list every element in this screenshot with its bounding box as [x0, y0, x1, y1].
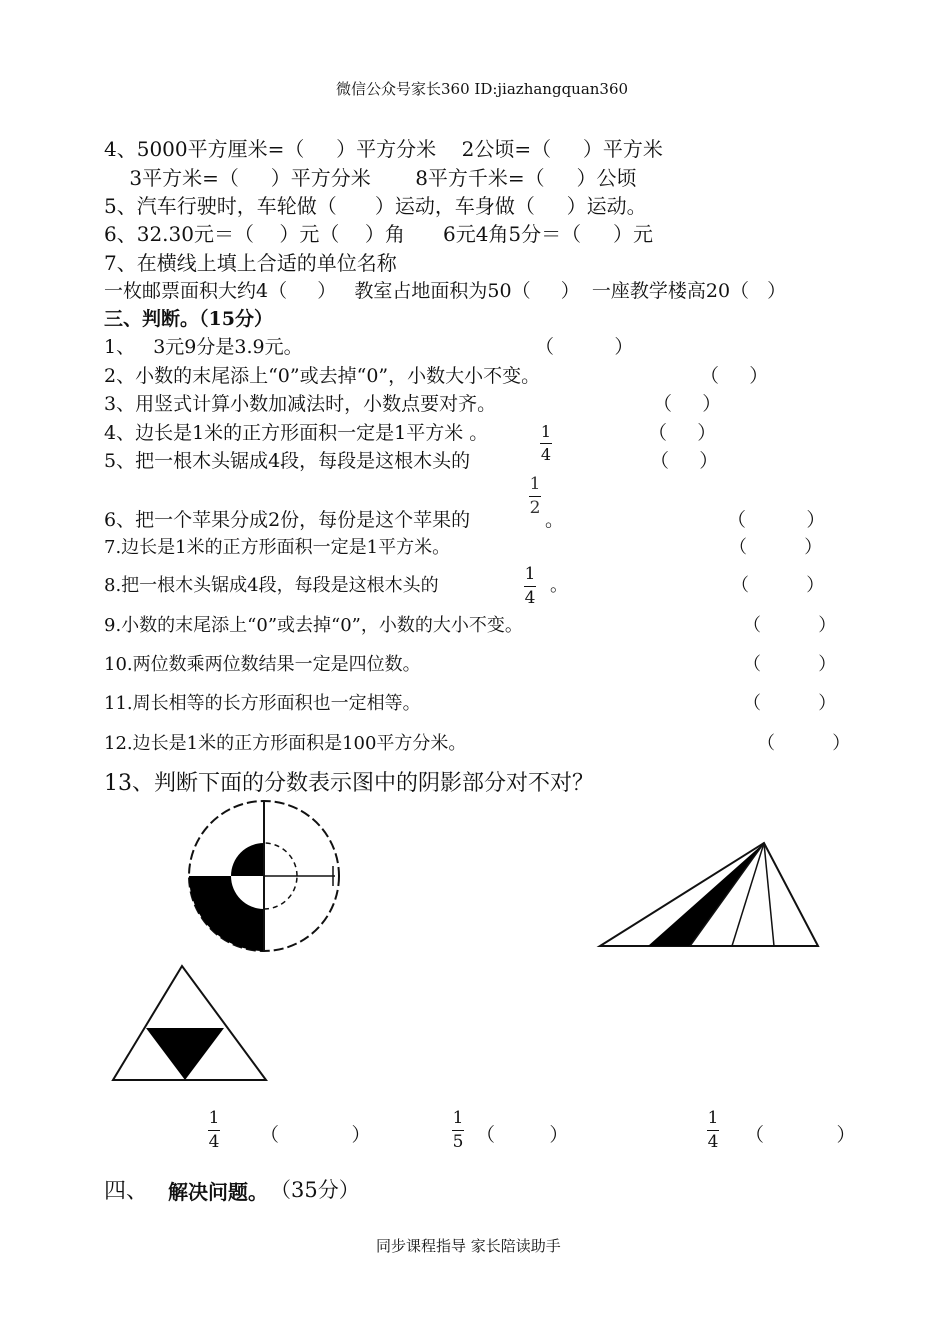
judge-item-11: 11.周长相等的长方形面积也一定相等。 [104, 693, 421, 714]
figure-circle [183, 800, 343, 950]
judge-item-4: 4、边长是1米的正方形面积一定是1平方米 。 [104, 422, 489, 444]
judge-paren-7: （ ） [729, 537, 823, 558]
question-5: 5、汽车行驶时，车轮做（ ）运动，车身做（ ）运动。 [104, 194, 647, 218]
fraction-q4: 1 4 [540, 422, 552, 464]
section-3-title: 三、判断。（15分） [104, 308, 273, 330]
judge-paren-6: （ ） [727, 509, 826, 531]
question-4-line-1: 4、5000平方厘米=（ ）平方分米 2公顷=（ ）平方米 [104, 137, 663, 161]
question-4-line-2: 3平方米=（ ）平方分米 8平方千米=（ ）公顷 [104, 166, 637, 190]
judge-paren-5: （ ） [650, 450, 719, 472]
page-footer: 同步课程指导 家长陪读助手 [376, 1237, 561, 1255]
judge-item-5: 5、把一根木头锯成4段，每段是这根木头的 [104, 450, 471, 472]
judge-item-12: 12.边长是1米的正方形面积是100平方分米。 [104, 733, 467, 754]
question-7: 7、在横线上填上合适的单位名称 [104, 251, 397, 275]
figure-fan-triangle [598, 840, 820, 950]
fraction-figure-1: 1 4 [208, 1108, 220, 1152]
judge-period-8: 。 [550, 575, 568, 596]
figure-inner-triangle [110, 964, 270, 1082]
fraction-figure-2: 1 5 [452, 1108, 464, 1152]
judge-paren-10: （ ） [743, 654, 837, 675]
figure-3-paren: （ ） [745, 1124, 856, 1146]
page-header: 微信公众号家长360 ID:jiazhangquan360 [336, 80, 629, 98]
figure-1-paren: （ ） [260, 1124, 371, 1146]
judge-item-10: 10.两位数乘两位数结果一定是四位数。 [104, 654, 421, 675]
figure-2-paren: （ ） [476, 1124, 569, 1146]
judge-paren-9: （ ） [743, 615, 837, 636]
judge-item-8: 8.把一根木头锯成4段，每段是这根木头的 [104, 575, 439, 596]
fraction-q8: 1 4 [524, 564, 536, 608]
section-4-number: 四、 [104, 1179, 149, 1204]
judge-paren-2: （ ） [700, 365, 769, 387]
judge-paren-4: （ ） [648, 422, 717, 444]
question-6: 6、32.30元＝（ ）元（ ）角 6元4角5分＝（ ）元 [104, 222, 653, 246]
judge-item-3: 3、用竖式计算小数加减法时，小数点要对齐。 [104, 393, 497, 415]
question-7-items: 一枚邮票面积大约4（ ） 教室占地面积为50（ ） 一座教学楼高20（ ） [104, 280, 787, 302]
judge-item-7: 7.边长是1米的正方形面积一定是1平方米。 [104, 537, 451, 558]
fraction-q6: 1 2 [529, 474, 541, 518]
section-4-title: 解决问题。 [168, 1180, 268, 1204]
judge-paren-8: （ ） [731, 575, 825, 596]
judge-paren-3: （ ） [653, 393, 722, 415]
judge-paren-11: （ ） [743, 693, 837, 714]
judge-item-2: 2、小数的末尾添上“0”或去掉“0”，小数大小不变。 [104, 365, 541, 387]
judge-item-1: 1、 3元9分是3.9元。 [104, 336, 303, 358]
question-13: 13、判断下面的分数表示图中的阴影部分对不对？ [104, 771, 594, 796]
section-4-score: （35分） [270, 1178, 360, 1202]
fraction-figure-3: 1 4 [707, 1108, 719, 1152]
judge-paren-1: （ ） [535, 336, 634, 358]
judge-period-6: 。 [545, 509, 565, 531]
judge-item-6: 6、把一个苹果分成2份，每份是这个苹果的 [104, 509, 471, 531]
judge-paren-12: （ ） [757, 733, 851, 754]
judge-item-9: 9.小数的末尾添上“0”或去掉“0”，小数的大小不变。 [104, 615, 523, 636]
